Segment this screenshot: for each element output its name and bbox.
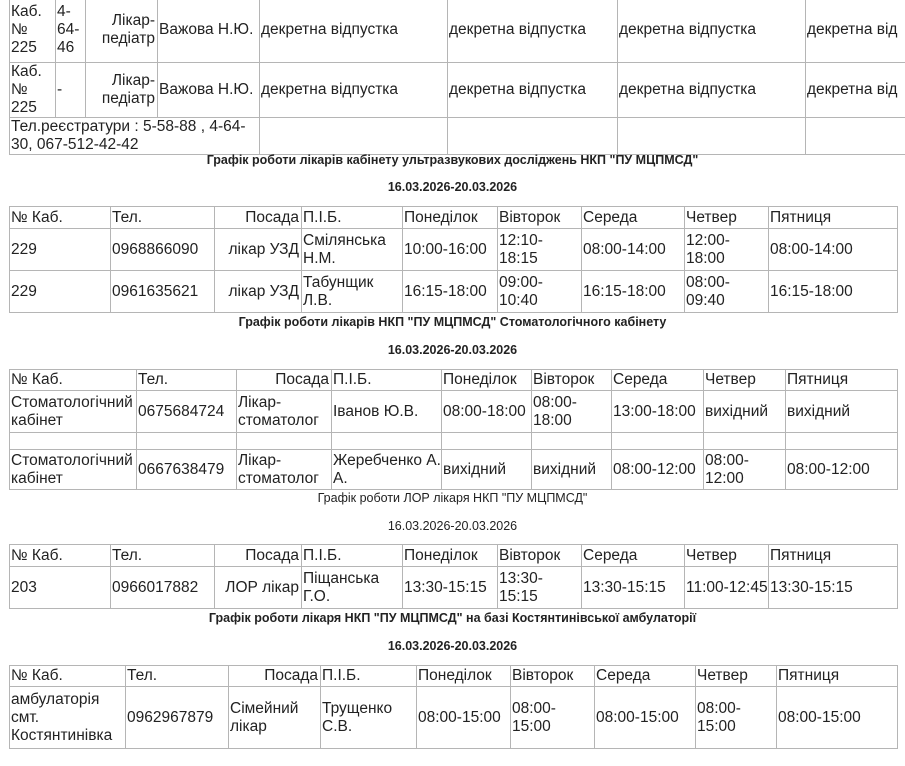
position-cell: ЛОР лікар	[215, 567, 302, 609]
table-row-empty	[10, 433, 898, 450]
col-header-tue: Вівторок	[498, 207, 582, 229]
thu-cell: 12:00-18:00	[685, 229, 769, 271]
position-cell: Лікар-педіатр	[86, 63, 158, 118]
tel-cell: 0667638479	[137, 450, 237, 490]
table-row	[10, 687, 898, 749]
col-header-thu: Четвер	[696, 666, 777, 687]
registry-phone: Тел.реєстратури : 5-58-88 , 4-64-30, 067-512-42-42	[10, 118, 260, 155]
col-header-tue: Вівторок	[532, 370, 612, 391]
tue-cell: 09:00-10:40	[498, 271, 582, 313]
section-title: Графік роботи лікарів кабінету ультразвукових досліджень НКП "ПУ МЦПМСД"	[206, 153, 699, 167]
tel-cell: 0961635621	[111, 271, 215, 313]
tel-cell: -	[56, 63, 86, 118]
wed-cell: 13:30-15:15	[582, 567, 685, 609]
table-header-row	[10, 545, 898, 567]
dental-schedule-table	[9, 369, 898, 490]
thu-cell: 08:00-09:40	[685, 271, 769, 313]
mon-cell: 08:00-18:00	[442, 391, 532, 433]
top-schedule-table	[9, 0, 905, 155]
tue-cell: 08:00-18:00	[532, 391, 612, 433]
col-header-fri: Пятниця	[769, 545, 898, 567]
col-header-mon: Понеділок	[403, 207, 498, 229]
ultrasound-schedule-table	[9, 206, 898, 313]
table-row	[10, 229, 898, 271]
col-header-wed: Середа	[582, 207, 685, 229]
tue-cell: 13:30-15:15	[498, 567, 582, 609]
wed-cell: 08:00-15:00	[595, 687, 696, 749]
col-header-fri: Пятниця	[769, 207, 898, 229]
col-header-mon: Понеділок	[417, 666, 511, 687]
section-title: Графік роботи лікаря НКП "ПУ МЦПМСД" на базі Костянтинівської амбулаторії	[208, 611, 697, 625]
wed-cell: декретна відпустка	[618, 0, 806, 63]
office-cell: Каб. № 225	[10, 63, 56, 118]
name-cell: Важова Н.Ю.	[158, 0, 260, 63]
col-header-name: П.І.Б.	[302, 207, 403, 229]
name-cell: Жеребченко А. А.	[332, 450, 442, 490]
name-cell: Піщанська Г.О.	[302, 567, 403, 609]
fri-cell: 08:00-14:00	[769, 229, 898, 271]
col-header-office: № Каб.	[10, 545, 111, 567]
col-header-name: П.І.Б.	[321, 666, 417, 687]
col-header-position: Посада	[215, 545, 302, 567]
tel-cell: 4-64-46	[56, 0, 86, 63]
wed-cell: декретна відпустка	[618, 63, 806, 118]
section-title: Графік роботи лікарів НКП "ПУ МЦПМСД" Стоматологічного кабінету	[238, 315, 667, 329]
tue-cell: 12:10-18:15	[498, 229, 582, 271]
col-header-wed: Середа	[612, 370, 704, 391]
col-header-wed: Середа	[595, 666, 696, 687]
col-header-tue: Вівторок	[498, 545, 582, 567]
mon-cell: вихідний	[442, 450, 532, 490]
office-cell: амбулаторія смт. Костянтинівка	[10, 687, 126, 749]
ent-schedule-table	[9, 544, 898, 609]
name-cell: Важова Н.Ю.	[158, 63, 260, 118]
tel-cell: 0968866090	[111, 229, 215, 271]
fri-cell: 08:00-12:00	[786, 450, 898, 490]
wed-cell: 08:00-14:00	[582, 229, 685, 271]
tue-cell: декретна відпустка	[448, 0, 618, 63]
col-header-mon: Понеділок	[442, 370, 532, 391]
mon-cell: 10:00-16:00	[403, 229, 498, 271]
col-header-tel: Тел.	[111, 207, 215, 229]
office-cell: Каб. № 225	[10, 0, 56, 63]
office-cell: 203	[10, 567, 111, 609]
tue-cell: декретна відпустка	[448, 63, 618, 118]
office-cell: 229	[10, 271, 111, 313]
table-header-row	[10, 207, 898, 229]
col-header-office: № Каб.	[10, 207, 111, 229]
wed-cell: 08:00-12:00	[612, 450, 704, 490]
section-dates: 16.03.2026-20.03.2026	[387, 639, 518, 653]
name-cell: Іванов Ю.В.	[332, 391, 442, 433]
fri-cell: 13:30-15:15	[769, 567, 898, 609]
col-header-thu: Четвер	[685, 545, 769, 567]
position-cell: Сімейний лікар	[229, 687, 321, 749]
table-row	[10, 391, 898, 433]
table-row	[10, 0, 905, 63]
position-cell: лікар УЗД	[215, 229, 302, 271]
col-header-fri: Пятниця	[786, 370, 898, 391]
table-row	[10, 63, 905, 118]
col-header-thu: Четвер	[704, 370, 786, 391]
col-header-mon: Понеділок	[403, 545, 498, 567]
col-header-position: Посада	[237, 370, 332, 391]
col-header-tel: Тел.	[137, 370, 237, 391]
col-header-tue: Вівторок	[511, 666, 595, 687]
name-cell: Табунщик Л.В.	[302, 271, 403, 313]
col-header-thu: Четвер	[685, 207, 769, 229]
position-cell: Лікар-педіатр	[86, 0, 158, 63]
fri-cell: 16:15-18:00	[769, 271, 898, 313]
col-header-position: Посада	[229, 666, 321, 687]
mon-cell: 08:00-15:00	[417, 687, 511, 749]
col-header-wed: Середа	[582, 545, 685, 567]
position-cell: лікар УЗД	[215, 271, 302, 313]
wed-cell: 13:00-18:00	[612, 391, 704, 433]
thu-cell: 08:00-15:00	[696, 687, 777, 749]
tel-cell: 0962967879	[126, 687, 229, 749]
table-row	[10, 271, 898, 313]
col-header-fri: Пятниця	[777, 666, 898, 687]
mon-cell: декретна відпустка	[260, 0, 448, 63]
thu-cell: 11:00-12:45	[685, 567, 769, 609]
thu-cell: декретна від	[806, 63, 905, 118]
tue-cell: вихідний	[532, 450, 612, 490]
tue-cell: 08:00-15:00	[511, 687, 595, 749]
thu-cell: декретна від	[806, 0, 905, 63]
thu-cell: вихідний	[704, 391, 786, 433]
office-cell: Стоматологічний кабінет	[10, 450, 137, 490]
office-cell: Стоматологічний кабінет	[10, 391, 137, 433]
name-cell: Трущенко С.В.	[321, 687, 417, 749]
tel-cell: 0966017882	[111, 567, 215, 609]
fri-cell: вихідний	[786, 391, 898, 433]
table-row	[10, 567, 898, 609]
fri-cell: 08:00-15:00	[777, 687, 898, 749]
position-cell: Лікар-стоматолог	[237, 391, 332, 433]
col-header-office: № Каб.	[10, 370, 137, 391]
table-header-row	[10, 370, 898, 391]
section-title: Графік роботи ЛОР лікаря НКП "ПУ МЦПМСД"	[317, 491, 588, 505]
position-cell: Лікар-стоматолог	[237, 450, 332, 490]
col-header-tel: Тел.	[111, 545, 215, 567]
col-header-name: П.І.Б.	[332, 370, 442, 391]
mon-cell: 16:15-18:00	[403, 271, 498, 313]
col-header-position: Посада	[215, 207, 302, 229]
col-header-name: П.І.Б.	[302, 545, 403, 567]
thu-cell: 08:00-12:00	[704, 450, 786, 490]
ambulatory-schedule-table	[9, 665, 898, 749]
table-row	[10, 450, 898, 490]
table-header-row	[10, 666, 898, 687]
mon-cell: 13:30-15:15	[403, 567, 498, 609]
section-dates: 16.03.2026-20.03.2026	[387, 180, 518, 194]
office-cell: 229	[10, 229, 111, 271]
table-row	[10, 118, 905, 155]
col-header-office: № Каб.	[10, 666, 126, 687]
wed-cell: 16:15-18:00	[582, 271, 685, 313]
col-header-tel: Тел.	[126, 666, 229, 687]
name-cell: Смілянська Н.М.	[302, 229, 403, 271]
section-dates: 16.03.2026-20.03.2026	[387, 519, 518, 533]
tel-cell: 0675684724	[137, 391, 237, 433]
mon-cell: декретна відпустка	[260, 63, 448, 118]
section-dates: 16.03.2026-20.03.2026	[387, 343, 518, 357]
